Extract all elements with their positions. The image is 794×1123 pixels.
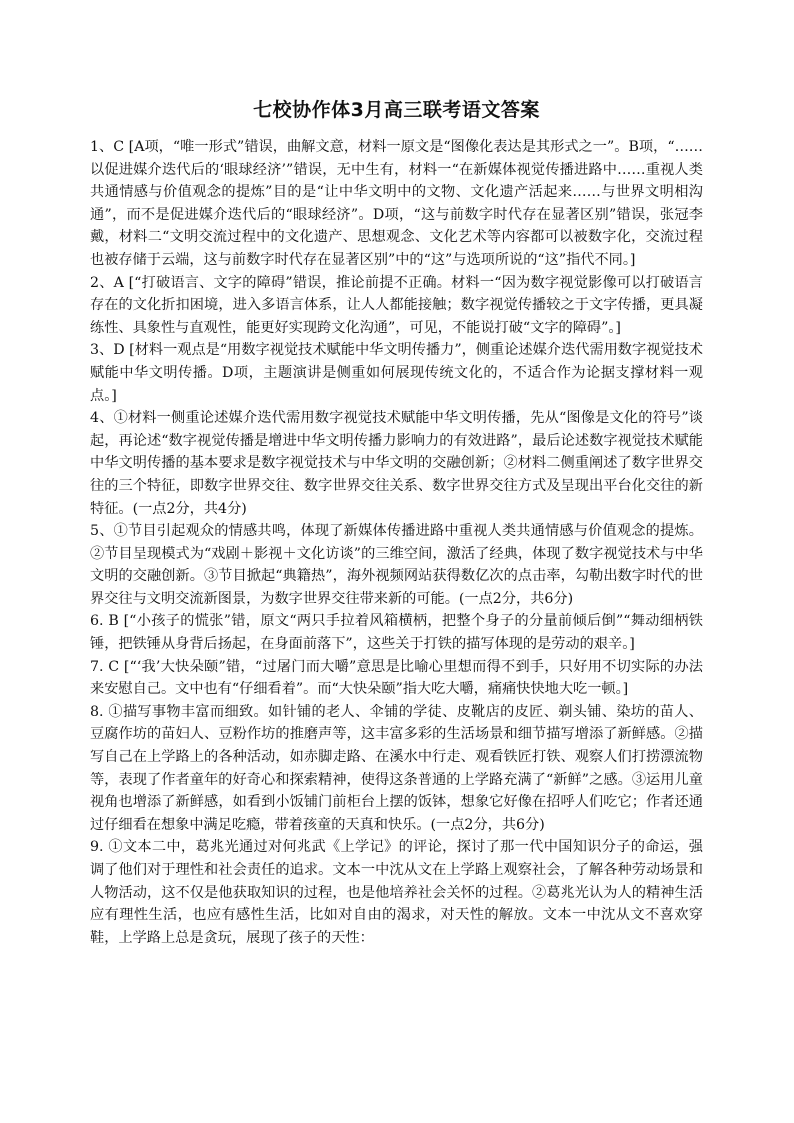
answer-9: 9. ①文本二中，葛兆光通过对何兆武《上学记》的评论，探讨了那一代中国知识分子的命运，强调了他们对于理性和社会责任的追求。文本一中沈从文在上学路上观察社会，了解各种劳动场景和人物活动，这不仅是他获取知识的过程，也是他培养社会关怀的过程。②葛兆光认为人的精神生活应有理性生活，也应有感性生活，比如对自由的渴求，对天性的解放。文本一中沈从文不喜欢穿鞋，上学路上总是贪玩，展现了孩子的天性：	[90, 839, 703, 946]
answer-7: 7. C [“‘我’大快朵颐”错，“过屠门而大嚼”意思是比喻心里想而得不到手，只好用不切实际的办法来安慰自己。文中也有“仔细看着”。而“大快朵颐”指大吃大嚼，痛痛快快地大吃一顿。]	[90, 658, 703, 698]
answer-2: 2、A [“打破语言、文字的障碍”错误，推论前提不正确。材料一“因为数字视觉影像可以打破语言存在的文化折扣困境，进入多语言体系，让人人都能接触；数字视觉传播较之于文字传播，更具凝练性、具象性与直观性，能更好实现跨文化沟通”，可见，不能说打破“文字的障碍”。]	[90, 274, 703, 336]
page-title: 七校协作体3月高三联考语文答案	[253, 99, 540, 121]
answer-6: 6. B [“小孩子的慌张”错，原文“两只手拉着风箱横柄，把整个身子的分量前倾后倒”“舞动细柄铁锤，把铁锤从身背后扬起，在身面前落下”，这些关于打铁的描写体现的是劳动的艰辛。]	[90, 613, 703, 653]
answer-8: 8. ①描写事物丰富而细致。如针铺的老人、伞铺的学徒、皮靴店的皮匠、剃头铺、染坊的苗人、豆腐作坊的苗妇人、豆粉作坊的推磨声等，这丰富多彩的生活场景和细节描写增添了新鲜感。②描写自己在上学路上的各种活动，如赤脚走路、在溪水中行走、观看铁匠打铁、观察人们打捞漂流物等，表现了作者童年的好奇心和探索精神，使得这条普通的上学路充满了“新鲜”之感。③运用儿童视角也增添了新鲜感，如看到小饭铺门前柜台上摆的饭钵，想象它好像在招呼人们吃它；作者还通过仔细看在想象中满足吃瘾，带着孩童的天真和快乐。(一点2分，共6分)	[90, 703, 703, 833]
answer-1: 1、C [A项，“唯一形式”错误，曲解文意，材料一原文是“图像化表达是其形式之一”。B项，“……以促进媒介迭代后的‘眼球经济’”错误，无中生有，材料一“在新媒体视觉传播进路中……重视人类共通情感与价值观念的提炼”目的是“让中华文明中的文物、文化遗产活起来……与世界文明相沟通”，而不是促进媒介迭代后的“眼球经济”。D项，“这与前数字时代存在显著区别”错误，张冠李戴，材料二“文明交流过程中的文化遗产、思想观念、文化艺术等内容都可以被数字化，交流过程也被存储于云端，这与前数字时代存在显著区别”中的“这”与选项所说的“这”指代不同。]	[90, 139, 703, 268]
answer-3: 3、D [材料一观点是“用数字视觉技术赋能中华文明传播力”，侧重论述媒介迭代需用数字视觉技术赋能中华文明传播。D项，主题演讲是侧重如何展现传统文化的，不适合作为论据支撑材料一观点。]	[90, 342, 703, 404]
answer-4: 4、①材料一侧重论述媒介迭代需用数字视觉技术赋能中华文明传播，先从“图像是文化的符号”谈起，再论述“数字视觉传播是增进中华文明传播力影响力的有效进路”，最后论述数字视觉技术赋能中华文明传播的基本要求是数字视觉技术与中华文明的交融创新；②材料二侧重阐述了数字世界交往的三个特征，即数字世界交往、数字世界交往关系、数字世界交往方式及呈现出平台化交往的新特征。(一点2分，共4分)	[90, 410, 703, 517]
answer-5: 5、①节目引起观众的情感共鸣，体现了新媒体传播进路中重视人类共通情感与价值观念的提炼。②节目呈现模式为“戏剧＋影视＋文化访谈”的三维空间，激活了经典，体现了数字视觉技术与中华文明的交融创新。③节目掀起“典籍热”，海外视频网站获得数亿次的点击率，勾勒出数字时代的世界交往与文明交流新图景，为数字世界交往带来新的可能。(一点2分，共6分)	[90, 523, 703, 607]
